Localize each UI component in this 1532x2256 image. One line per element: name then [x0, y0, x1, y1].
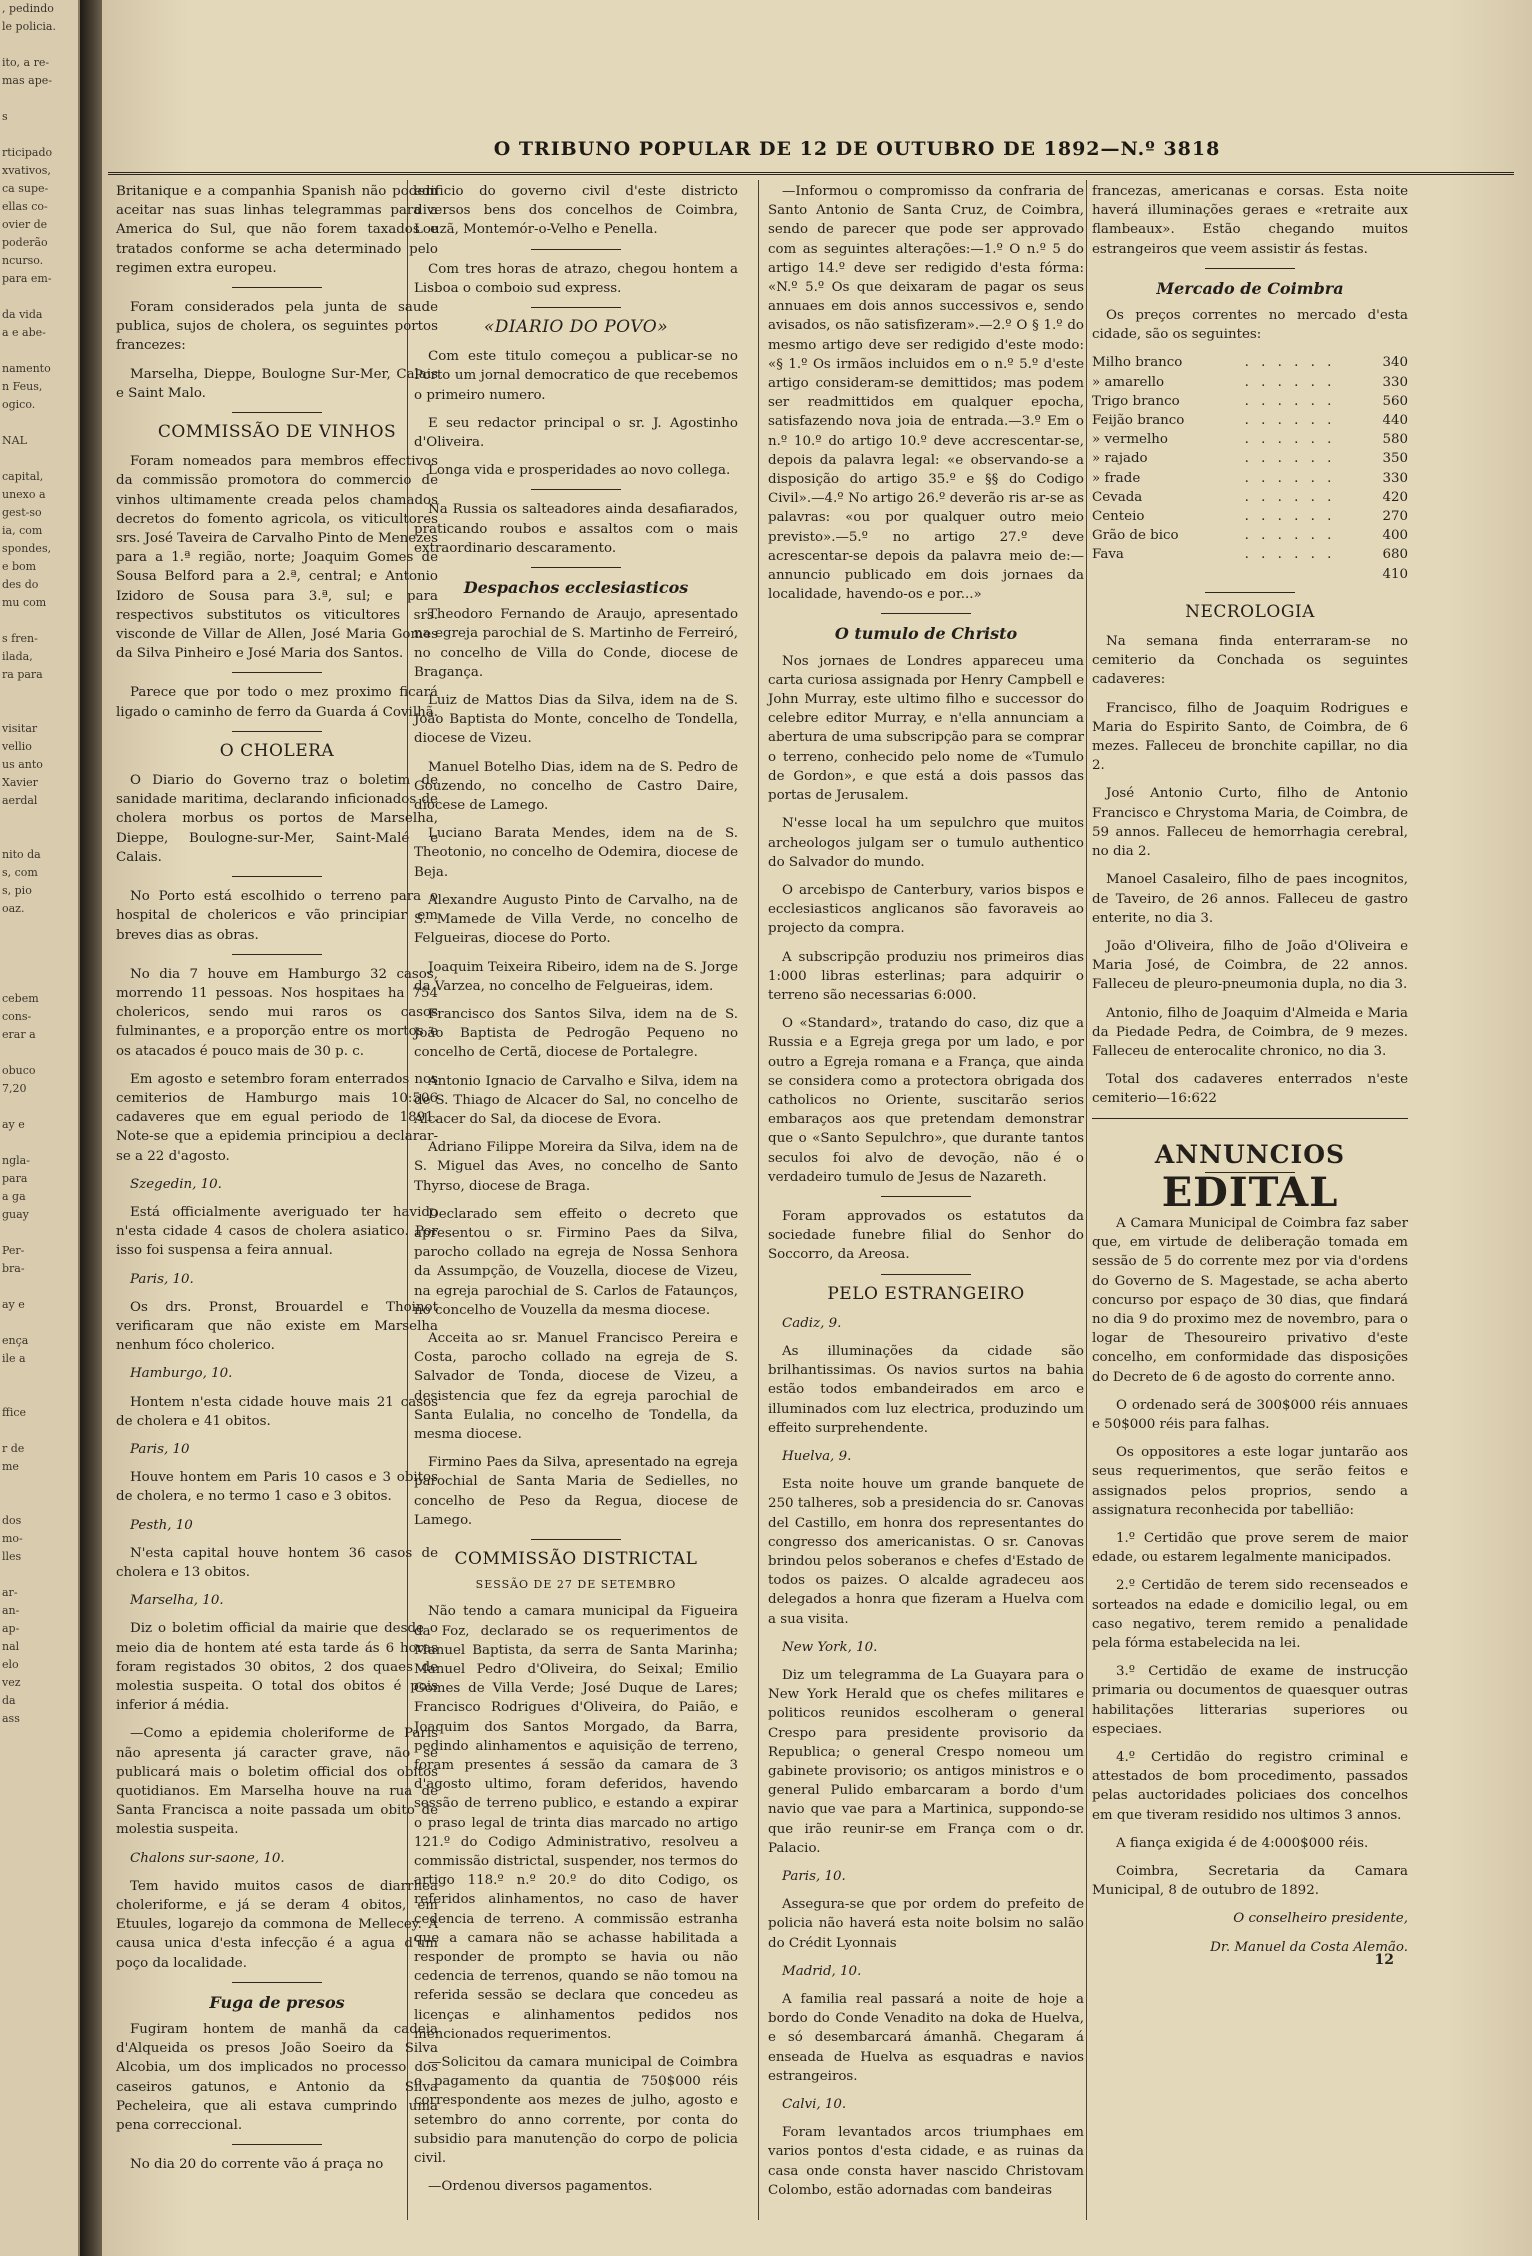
separator: [232, 287, 322, 288]
previous-page-text: s, pio: [2, 884, 32, 897]
previous-page-text: [0, 684, 78, 702]
paragraph: Tem havido muitos casos de diarrhea choleriforme, e já se deram 4 obitos, em Etuules, logarejo da commona de Mellecey. A causa unica d'esta infecção é a agua d'um poço da localidade.: [116, 1878, 438, 1971]
previous-page-text: [0, 1134, 78, 1152]
previous-page-text: [0, 1368, 78, 1386]
section-heading: «DIARIO DO POVO»: [483, 317, 669, 338]
column-2: [414, 182, 738, 2205]
paragraph: Francisco, filho de Joaquim Rodrigues e Maria do Espirito Santo, de Coimbra, de 6 mezes. Falleceu de bronchite capillar, no dia 2.: [1092, 700, 1408, 774]
market-item-name: » amarello: [1092, 374, 1165, 390]
paragraph: Diz um telegramma de La Guayara para o New York Herald que os chefes militares e politicos reunidos escolheram o general Crespo para presidente provisorio da Republica; o general Crespo nomeou um gabinete provisorio; os antigos ministros e o general Pulido embarcaram a bordo d'um navio que vae para a Martinica, suppondo-se que irão reunir-se em França com o dr. Palacio.: [768, 1668, 1084, 1856]
previous-page-text: [0, 342, 78, 360]
separator: [232, 954, 322, 955]
previous-page-text: us anto: [2, 758, 43, 771]
market-row: [1092, 507, 1408, 526]
paragraph: Hontem n'esta cidade houve mais 21 casos de cholera e 41 obitos.: [116, 1394, 438, 1429]
previous-page-text: ca supe-: [2, 182, 49, 195]
separator: [881, 613, 971, 614]
separator: [232, 672, 322, 673]
paragraph: —Ordenou diversos pagamentos.: [428, 2179, 653, 2195]
paragraph: Marselha, Dieppe, Boulogne Sur-Mer, Calais e Saint Malo.: [116, 366, 438, 401]
section-subheading: SESSÃO DE 27 DE SETEMBRO: [475, 1578, 677, 1592]
previous-page-text: s: [2, 110, 8, 123]
paragraph: Na Russia os salteadores ainda desafiarados, praticando roubos e assaltos com o mais extraordinario descaramento.: [414, 502, 738, 556]
market-item-name: » frade: [1092, 470, 1141, 486]
previous-page-text: ilada,: [2, 650, 33, 663]
leader-dots: . . . . . .: [1244, 374, 1336, 390]
dateline: Huelva, 9.: [782, 1448, 852, 1464]
paragraph: Theodoro Fernando de Araujo, apresentado na egreja parochial de S. Martinho de Ferreiró, no concelho de Villa do Conde, diocese de Bragança.: [414, 607, 738, 680]
paragraph: O ordenado será de 300$000 réis annuaes e 50$000 réis para falhas.: [1092, 1397, 1408, 1432]
paragraph: José Antonio Curto, filho de Antonio Francisco e Chrystoma Maria, de Coimbra, de 59 annos. Falleceu de hemorrhagia cerebral, no dia 2.: [1092, 786, 1408, 860]
previous-page-text: capital,: [2, 470, 44, 483]
paragraph: Adriano Filippe Moreira da Silva, idem na de S. Miguel das Aves, no concelho de Santo Thyrso, diocese de Braga.: [414, 1140, 738, 1194]
paragraph: Coimbra, Secretaria da Camara Municipal, 8 de outubro de 1892.: [1092, 1864, 1408, 1899]
masthead-rule: [108, 172, 1514, 175]
paragraph: No Porto está escolhido o terreno para o hospital de cholericos e vão principiar em breves dias as obras.: [116, 889, 438, 943]
dateline: Hamburgo, 10.: [130, 1366, 233, 1382]
previous-page-text: NAL: [2, 434, 27, 447]
previous-page-text: ffice: [2, 1406, 27, 1419]
leader-dots: . . . . . .: [1244, 451, 1336, 467]
paragraph: Fugiram hontem de manhã da cadeia d'Alqueida os presos João Soeiro da Silva Alcobia, um dos implicados no processo dos caseiros gatunos, e Antonio da Silva Pecheleira, que ali estava cumprindo uma pena correccional.: [116, 2022, 438, 2134]
paragraph: Assegura-se que por ordem do prefeito de policia não haverá esta noite bolsim no salão do Crédit Lyonnais: [768, 1897, 1084, 1951]
dateline: Szegedin, 10.: [130, 1176, 222, 1192]
paragraph: Os preços correntes no mercado d'esta cidade, são os seguintes:: [1092, 308, 1408, 343]
paragraph: N'esta capital houve hontem 36 casos de cholera e 13 obitos.: [116, 1545, 438, 1580]
previous-page-text: ass: [2, 1712, 20, 1725]
previous-page-text: [0, 90, 78, 108]
section-heading: PELO ESTRANGEIRO: [827, 1283, 1025, 1304]
separator: [1092, 1118, 1408, 1119]
previous-page-text: [0, 414, 78, 432]
previous-page-text: spondes,: [2, 542, 52, 555]
previous-page-text: dos: [2, 1514, 22, 1527]
market-row: [1092, 411, 1408, 430]
market-item-name: Cevada: [1092, 489, 1143, 505]
previous-page-text: [0, 1314, 78, 1332]
market-item-price: 350: [1382, 451, 1408, 467]
paragraph: Foram approvados os estatutos da sociedade funebre filial do Senhor do Soccorro, da Areosa.: [768, 1208, 1084, 1263]
previous-page-text: ogico.: [2, 398, 36, 411]
section-heading: Fuga de presos: [209, 1992, 345, 2012]
previous-page-text: [0, 828, 78, 846]
previous-page-text: r de: [2, 1442, 25, 1455]
column-4: [1092, 182, 1408, 1966]
column-3: [768, 182, 1084, 2209]
dateline: Cadiz, 9.: [782, 1315, 842, 1331]
paragraph: Total dos cadaveres enterrados n'este cemiterio—16:622: [1092, 1072, 1408, 1107]
paragraph: Com este titulo começou a publicar-se no Porto um jornal democratico de que recebemos o primeiro numero.: [414, 349, 738, 403]
market-row: [1092, 526, 1408, 545]
previous-page-text: , pedindo: [2, 2, 54, 15]
separator: [531, 249, 621, 250]
previous-page-text: a ga: [2, 1190, 26, 1203]
paragraph: Na semana finda enterraram-se no cemiterio da Conchada os seguintes cadaveres:: [1092, 634, 1408, 688]
column-rule: [758, 180, 759, 2220]
paragraph: N'esse local ha um sepulchro que muitos archeologos julgam ser o tumulo authentico do Salvador do mundo.: [768, 816, 1084, 870]
previous-page-text: [0, 36, 78, 54]
previous-page-text: [0, 1044, 78, 1062]
previous-page-text: 7,20: [2, 1082, 27, 1095]
previous-page-text: ile a: [2, 1352, 26, 1365]
market-row: [1092, 469, 1408, 488]
previous-page-text: ia, com: [2, 524, 43, 537]
previous-page-text: [0, 126, 78, 144]
previous-page-text: [0, 702, 78, 720]
section-heading: Mercado de Coimbra: [1156, 278, 1344, 298]
dateline: Paris, 10: [130, 1441, 190, 1457]
paragraph: 2.º Certidão de terem sido recenseados e sorteados na edade e domicilio legal, ou em caso negativo, terem remido a penalidade pela fórma estabelecida na lei.: [1092, 1578, 1408, 1651]
leader-dots: . . . . . .: [1244, 393, 1336, 409]
previous-page-text: aerdal: [2, 794, 38, 807]
previous-page-text: Per-: [2, 1244, 25, 1257]
paragraph: Em agosto e setembro foram enterrados nos cemiterios de Hamburgo mais 10:506 cadaveres que em egual periodo de 1891. Note-se que a epidemia principiou a declarar-se a 22 d'agosto.: [116, 1071, 438, 1164]
paragraph: Foram nomeados para membros effectivos da commissão promotora do commercio de vinhos ultimamente creada pelos chamados decretos do fomento agricola, os viticultores srs. José Taveira de Carvalho Pinto de Menezes para a 1.ª região, norte; Joaquim Gomes de Sousa Belford para a 2.ª, central; e Antonio Izidoro de Sousa para 3.ª, sul; e para respectivos substitutos os viticultores srs. visconde de Villar de Allen, José Maria Gomes da Silva Pinheiro e José Maria dos Santos.: [116, 454, 438, 662]
previous-page-text: nito da: [2, 848, 41, 861]
previous-page-text: mo-: [2, 1532, 23, 1545]
paragraph: francezas, americanas e corsas. Esta noite haverá illuminações geraes e «retraite aux flambeaux». Estão chegando muitos estrangeiros que veem assistir ás festas.: [1092, 184, 1408, 257]
paragraph: Longa vida e prosperidades ao novo collega.: [428, 463, 731, 479]
previous-page-text: [0, 1422, 78, 1440]
previous-page-text: vez: [2, 1676, 21, 1689]
market-item-name: Milho branco: [1092, 355, 1183, 371]
paragraph: —Informou o compromisso da confraria de Santo Antonio de Santa Cruz, de Coimbra, sendo de parecer que pode ser approvado com as seguintes alterações:—1.º O n.º 5 do artigo 14.º deve ser redigido d'esta fórma: «N.º 5.º Os que deixaram de pagar os seus annuaes em dois annos successivos e, sendo avisados, os não satisfizeram».—2.º O § 1.º do mesmo artigo deve ser redigido d'este modo: «§ 1.º Os irmãos incluidos em o n.º 5.º d'este artigo consideram-se demittidos; mas podem ser readmittidos em qualquer epocha, satisfazendo nova joia de entrada.—3.º Em o n.º 10.º do artigo 10.º deve accrescentar-se, depois da palavra legal: «e observando-se a disposição do artigo 35.º e §§ do Codigo Civil».—4.º No artigo 26.º deverão ris ar-se as palavras: «ou por qualquer outro meio previsto».—5.º no artigo 27.º deve acrescentar-se depois da palavra meio de:—annuncio publicado em dois jornaes da localidade, havendo-os e por...»: [768, 184, 1084, 603]
leader-dots: . . . . . .: [1244, 432, 1336, 448]
paragraph: Acceita ao sr. Manuel Francisco Pereira e Costa, parocho collado na egreja de S. Salvador de Tonda, diocese de Vizeu, a desistencia que fez da egreja parochial de Santa Eulalia, no concelho de Tondella, da mesma diocese.: [414, 1330, 738, 1442]
separator: [881, 1196, 971, 1197]
previous-page-text: ncurso.: [2, 254, 44, 267]
previous-page-text: oaz.: [2, 902, 25, 915]
paragraph: Foram levantados arcos triumphaes em varios pontos d'esta cidade, e as ruinas da casa onde consta haver nascido Christovam Colombo, estão adornadas com bandeiras: [768, 2125, 1084, 2198]
dateline: Madrid, 10.: [782, 1963, 862, 1979]
section-heading: NECROLOGIA: [1185, 601, 1315, 622]
previous-page-text: ellas co-: [2, 200, 48, 213]
paragraph: A fiança exigida é de 4:000$000 réis.: [1116, 1835, 1369, 1851]
previous-page-text: unexo a: [2, 488, 46, 501]
market-row: [1092, 545, 1408, 564]
market-item-price: 680: [1382, 547, 1408, 563]
previous-page-text: vellio: [2, 740, 32, 753]
paragraph: A Camara Municipal de Coimbra faz saber que, em virtude de deliberação tomada em sessão de 5 do corrente mez por via d'ordens do Governo de S. Magestade, se acha aberto concurso por espaço de 30 dias, que findará no dia 9 do proximo mez de novembro, para o logar de Thesoureiro privativo d'este concelho, em conformidade das disposições do Decreto de 6 de agosto do corrente anno.: [1092, 1215, 1408, 1385]
previous-page-text: nal: [2, 1640, 20, 1653]
paragraph: 1.º Certidão que prove serem de maior edade, ou estarem legalmente manicipados.: [1092, 1530, 1408, 1566]
previous-page-text: xvativos,: [2, 164, 51, 177]
paragraph: No dia 20 do corrente vão á praça no: [130, 2157, 384, 2173]
previous-page-text: [0, 1476, 78, 1494]
market-row: [1092, 430, 1408, 449]
market-item-price: 270: [1382, 509, 1408, 525]
paragraph: Esta noite houve um grande banquete de 250 talheres, sob a presidencia do sr. Canovas del Castillo, em honra dos representantes do congresso dos americanistas. O sr. Canovas brindou pelos soberanos e chefes d'Estado de todos os paizes. O alcalde agradeceu aos delegados a honra que fizeram a Huelva com a sua visita.: [768, 1477, 1084, 1627]
previous-page-text: elo: [2, 1658, 19, 1671]
market-item-name: [1092, 565, 1212, 584]
paragraph: Com tres horas de atrazo, chegou hontem a Lisboa o comboio sud express.: [414, 261, 738, 296]
previous-page-text: da vida: [2, 308, 43, 321]
previous-page-text: [0, 972, 78, 990]
previous-page-text: rticipado: [2, 146, 53, 159]
paragraph: As illuminações da cidade são brilhantissimas. Os navios surtos na bahia estão todos embandeirados em arco e illuminados com luz electrica, produzindo um effeito surprehendente.: [768, 1343, 1084, 1436]
masthead: O TRIBUNO POPULAR DE 12 DE OUTUBRO DE 1892—N.º 3818: [493, 138, 1221, 160]
section-heading: O CHOLERA: [219, 740, 335, 761]
previous-page-text: [0, 1098, 78, 1116]
previous-page-text: cebem: [2, 992, 39, 1005]
previous-page-text: [0, 810, 78, 828]
separator: [531, 1539, 621, 1540]
signature-name: Dr. Manuel da Costa Alemão.: [1210, 1939, 1408, 1955]
separator: [531, 567, 621, 568]
paragraph: Manuel Botelho Dias, idem na de S. Pedro de Gouzendo, no concelho de Castro Daire, diocese de Lamego.: [414, 759, 738, 814]
dateline: Pesth, 10: [130, 1517, 193, 1533]
dateline: Paris, 10.: [782, 1869, 846, 1885]
previous-page-text: ar-: [2, 1586, 18, 1599]
paragraph: Alexandre Augusto Pinto de Carvalho, na de S. Mamede de Villa Verde, no concelho de Felgueiras, diocese do Porto.: [414, 892, 738, 947]
paragraph: 4.º Certidão do registro criminal e attestados de bom procedimento, passados pelas auctoridades policiaes dos concelhos em que tiveram residido nos ultimos 3 annos.: [1092, 1750, 1408, 1823]
previous-page-text: lles: [2, 1550, 22, 1563]
paragraph: Antonio Ignacio de Carvalho e Silva, idem na de S. Thiago de Alcacer do Sal, no concelho de Alcacer do Sal, da diocese de Evora.: [414, 1073, 738, 1127]
market-item-name: » rajado: [1092, 451, 1148, 467]
paragraph: E seu redactor principal o sr. J. Agostinho d'Oliveira.: [414, 415, 738, 451]
market-item-price: 580: [1382, 432, 1408, 448]
previous-page-text: cons-: [2, 1010, 32, 1023]
previous-page-text: an-: [2, 1604, 20, 1617]
previous-page-text: e bom: [2, 560, 37, 573]
leader-dots: [1212, 565, 1368, 584]
separator: [232, 2144, 322, 2145]
previous-page-text: [0, 1494, 78, 1512]
market-item-name: » vermelho: [1092, 432, 1168, 448]
page-footer-number: 12: [1374, 1951, 1394, 1968]
paragraph: —Solicitou da camara municipal de Coimbra o pagamento da quantia de 750$000 réis correspondente aos mezes de julho, agosto e setembro do anno corrente, por conta do subsidio para manutenção do corpo de policia civil.: [414, 2055, 738, 2167]
previous-page-text: visitar: [2, 722, 38, 735]
market-item-price: 420: [1382, 489, 1408, 505]
previous-page-text: para em-: [2, 272, 52, 285]
previous-page-text: da: [2, 1694, 16, 1707]
previous-page-text: ap-: [2, 1622, 20, 1635]
newspaper-page: [102, 0, 1532, 2256]
paragraph: Britanique e a companhia Spanish não podem aceitar nas suas linhas telegrammas para a America do Sul, que não forem taxados e tratados conforme se acha determinado pelo regimen extra europeu.: [116, 184, 438, 276]
market-item-price: 330: [1382, 470, 1408, 486]
market-item-name: Fava: [1092, 547, 1124, 563]
separator: [232, 412, 322, 413]
previous-page-text: erar a: [2, 1028, 36, 1041]
book-gutter: [80, 0, 102, 2256]
previous-page-text: namento: [2, 362, 51, 375]
previous-page-text: ay e: [2, 1118, 25, 1131]
previous-page-text: gest-so: [2, 506, 42, 519]
market-row: [1092, 449, 1408, 468]
previous-page-text: s fren-: [2, 632, 38, 645]
section-heading: Despachos ecclesiasticos: [463, 578, 689, 598]
previous-page-text: [0, 1224, 78, 1242]
market-item-name: Centeio: [1092, 509, 1145, 525]
section-heading: ANNUNCIOS: [1154, 1139, 1346, 1169]
previous-page-text: des do: [2, 578, 39, 591]
previous-page-text: [0, 936, 78, 954]
paragraph: Parece que por todo o mez proximo ficará ligado o caminho de ferro da Guarda á Covilhã.: [116, 685, 438, 720]
paragraph: A familia real passará a noite de hoje a bordo do Conde Venadito na doka de Huelva, e só desembarcará ámanhã. Chegaram á enseada de Huelva as esquadras e navios estrangeiros.: [768, 1992, 1084, 2084]
dateline: Paris, 10.: [130, 1271, 194, 1287]
separator: [531, 489, 621, 490]
column-rule: [1086, 180, 1087, 2220]
market-row: [1092, 392, 1408, 411]
previous-page-text: ovier de: [2, 218, 48, 231]
paragraph: Firmino Paes da Silva, apresentado na egreja parochial de Santa Maria de Sedielles, no concelho de Peso da Regua, diocese de Lamego.: [414, 1455, 738, 1528]
previous-page-text: mu com: [2, 596, 47, 609]
leader-dots: . . . . . .: [1244, 528, 1336, 544]
paragraph: Joaquim Teixeira Ribeiro, idem na de S. Jorge da Varzea, no concelho de Felgueiras, idem.: [414, 959, 738, 994]
paragraph: Declarado sem effeito o decreto que apresentou o sr. Firmino Paes da Silva, parocho collado na egreja de Nossa Senhora da Assumpção, de Vouzella, diocese de Vizeu, na egreja parochial de S. Carlos de Fataunços, no concelho de Vouzella da mesma diocese.: [414, 1206, 738, 1318]
previous-page-text: Xavier: [2, 776, 38, 789]
previous-page-text: [0, 1566, 78, 1584]
separator: [1205, 592, 1295, 593]
previous-page-text: ay e: [2, 1298, 25, 1311]
paragraph: —Como a epidemia choleriforme de Paris não apresenta já caracter grave, não se publicará mais o boletim official dos obitos quotidianos. Em Marselha houve na rua de Santa Francisca a noite passada um obito de molestia suspeita.: [116, 1726, 438, 1838]
paragraph: A subscripção produziu nos primeiros dias 1:000 libras esterlinas; para adquirir o terreno são necessarias 6:000.: [768, 949, 1084, 1003]
previous-page-text: le policia.: [2, 20, 56, 33]
market-row: [1092, 565, 1408, 584]
previous-page-text: bra-: [2, 1262, 25, 1275]
previous-page-text: [0, 450, 78, 468]
previous-page-text: poderão: [2, 236, 48, 249]
market-row: [1092, 353, 1408, 372]
previous-page-text: para: [2, 1172, 28, 1185]
previous-page-text: ito, a re-: [2, 56, 50, 69]
previous-page-text: a e abe-: [2, 326, 46, 339]
market-item-price: 560: [1382, 393, 1408, 409]
paragraph: Os drs. Pronst, Brouardel e Thoinot verificaram que não existe em Marselha nenhum fóco cholerico.: [116, 1299, 438, 1354]
paragraph: Não tendo a camara municipal da Figueira da Foz, declarado se os requerimentos de Manuel Baptista, da serra de Santa Marinha; Manuel Pedro d'Oliveira, do Seixal; Emilio Gomes de Villa Verde; José Duque de Lares; Francisco Rodrigues d'Oliveira, do Paião, e Joaquim dos Santos Morgado, da Barra, pedindo alinhamentos e aquisição de terreno, foram presentes á sessão da camara de 3 d'agosto ultimo, foram deferidos, havendo sessão de terreno publico, e estando a expirar o praso legal de trinta dias marcado no artigo 121.º do Codigo Administrativo, resolveu a commissão districtal, suspender, nos termos do artigo 118.º n.º 20.º do dito Codigo, os referidos alinhamentos, no caso de haver cedencia de terreno. A commissão estranha que a camara não se achasse habilitada a responder de prompto se havia ou não cedencia de terrenos, quando se não tomou na referida sessão se declara que concedeu as licenças e alinhamentos pedidos nos mencionados requerimentos.: [414, 1604, 738, 2042]
market-item-name: Grão de bico: [1092, 528, 1179, 544]
paragraph: Foram considerados pela junta de saude publica, sujos de cholera, os seguintes portos francezes:: [116, 300, 438, 354]
previous-page-text: guay: [2, 1208, 29, 1221]
dateline: Calvi, 10.: [782, 2097, 847, 2113]
paragraph: Manoel Casaleiro, filho de paes incognitos, de Taveiro, de 26 annos. Falleceu de gastro enterite, no dia 3.: [1092, 872, 1408, 926]
paragraph: No dia 7 houve em Hamburgo 32 casos, morrendo 11 pessoas. Nos hospitaes ha 754 cholericos, sendo mui raros os casos fulminantes, e a proporção entre os mortos e os atacados é pouco mais de 30 p. c.: [116, 966, 438, 1059]
previous-page-text: me: [2, 1460, 19, 1473]
leader-dots: . . . . . .: [1244, 547, 1336, 563]
edital-heading: EDITAL: [1161, 1168, 1339, 1216]
paragraph: O arcebispo de Canterbury, varios bispos e ecclesiasticos anglicanos são favoraveis ao projecto da compra.: [768, 882, 1084, 937]
previous-page-text: obuco: [2, 1064, 36, 1077]
section-heading: COMMISSÃO DISTRICTAL: [454, 1548, 698, 1569]
market-item-name: Feijão branco: [1092, 413, 1185, 429]
paragraph: João d'Oliveira, filho de João d'Oliveira e Maria José, de Coimbra, de 22 annos. Falleceu de pleuro-pneumonia dupla, no dia 3.: [1092, 938, 1408, 993]
previous-page-text: mas ape-: [2, 74, 52, 87]
previous-page-text: s, com: [2, 866, 38, 879]
paragraph: Nos jornaes de Londres appareceu uma carta curiosa assignada por Henry Campbell e John Murray, este ultimo filho e successor do celebre editor Murray, e n'ella annunciam a abertura de uma subscripção para se comprar o terreno, conhecido pelo nome de «Tumulo de Gordon», e que está a dois passos das portas de Jerusalem.: [768, 653, 1084, 804]
market-price-list: [1092, 353, 1408, 583]
dateline: Chalons sur-saone, 10.: [130, 1850, 285, 1866]
previous-page-text: [0, 1386, 78, 1404]
paragraph: O Diario do Governo traz o boletim de sanidade maritima, declarando inficionados de cholera morbus os portos de Marselha, Dieppe, Boulogne-sur-Mer, Saint-Malé e Calais.: [116, 773, 438, 865]
dateline: New York, 10.: [782, 1639, 878, 1655]
leader-dots: . . . . . .: [1244, 470, 1336, 486]
previous-page-text: [0, 288, 78, 306]
market-item-price: 340: [1382, 355, 1408, 371]
market-item-price: 410: [1382, 566, 1408, 582]
separator: [881, 1274, 971, 1275]
leader-dots: . . . . . .: [1244, 509, 1336, 525]
section-heading: O tumulo de Christo: [834, 624, 1018, 644]
previous-page-edge: [0, 0, 80, 2256]
previous-page-text: ra para: [2, 668, 43, 681]
leader-dots: . . . . . .: [1244, 413, 1336, 429]
market-item-price: 330: [1382, 374, 1408, 390]
paragraph: O «Standard», tratando do caso, diz que a Russia e a Egreja grega por um lado, e por outro a Egreja romana e a França, que ainda se considera como a protectora obrigada dos catholicos no Oriente, suscitarão serios embaraços aos que pretendam demonstrar que o «Santo Sepulchro», que durante tantos seculos foi alvo de devoção, não é o verdadeiro tumulo de Jesus de Nazareth.: [768, 1016, 1084, 1185]
market-row: [1092, 373, 1408, 392]
separator: [531, 307, 621, 308]
section-heading: COMMISSÃO DE VINHOS: [157, 422, 397, 443]
separator: [1205, 268, 1295, 269]
separator: [232, 1982, 322, 1983]
previous-page-text: ngla-: [2, 1154, 30, 1167]
paragraph: Luciano Barata Mendes, idem na de S. Theotonio, no concelho de Odemira, diocese de Beja.: [414, 826, 738, 880]
edital-notice: [1092, 1214, 1408, 1957]
paragraph: Francisco dos Santos Silva, idem na de S. João Baptista de Pedrogão Pequeno no concelho de Certã, diocese de Portalegre.: [414, 1006, 738, 1061]
market-item-price: 440: [1382, 413, 1408, 429]
previous-page-text: ença: [2, 1334, 29, 1347]
leader-dots: . . . . . .: [1244, 489, 1336, 505]
previous-page-text: [0, 954, 78, 972]
leader-dots: . . . . . .: [1244, 355, 1336, 371]
column-1: [116, 182, 438, 2183]
paragraph: Diz o boletim official da mairie que desde o meio dia de hontem até esta tarde ás 6 horas foram registados 30 obitos, 2 dos quaes de molestia suspeita. O total dos obitos é pois inferior á média.: [116, 1621, 438, 1714]
market-row: [1092, 488, 1408, 507]
dateline: Marselha, 10.: [130, 1593, 224, 1609]
market-item-price: 400: [1382, 528, 1408, 544]
separator: [232, 731, 322, 732]
previous-page-text: [0, 918, 78, 936]
paragraph: Os oppositores a este logar juntarão aos seus requerimentos, que serão feitos e assignados pelos proprios, sendo a assignatura reconhecida por tabellião:: [1092, 1445, 1408, 1518]
paragraph: Houve hontem em Paris 10 casos e 3 obitos de cholera, e no termo 1 caso e 3 obitos.: [116, 1470, 438, 1505]
signature-title: O conselheiro presidente,: [1233, 1911, 1408, 1927]
paragraph: 3.º Certidão de exame de instrucção primaria ou documentos de quaesquer outras habilitações litterarias superiores ou especiaes.: [1092, 1664, 1408, 1737]
paragraph: Está officialmente averiguado ter havido n'esta cidade 4 casos de cholera asiatico. Por isso foi suspensa a feira annual.: [116, 1204, 438, 1259]
previous-page-text: [0, 612, 78, 630]
market-item-name: Trigo branco: [1092, 393, 1180, 409]
previous-page-text: [0, 1278, 78, 1296]
paragraph: Antonio, filho de Joaquim d'Almeida e Maria da Piedade Pedra, de Coimbra, de 9 mezes. Falleceu de enterocalite chronico, no dia 3.: [1092, 1005, 1408, 1059]
separator: [232, 876, 322, 877]
paragraph: Luiz de Mattos Dias da Silva, idem na de S. João Baptista do Monte, concelho de Tondella, diocese de Vizeu.: [414, 693, 738, 747]
previous-page-text: n Feus,: [2, 380, 43, 393]
paragraph: edificio do governo civil d'este districto diversos bens dos concelhos de Coimbra, Louzã, Montemór-o-Velho e Penella.: [414, 184, 738, 238]
